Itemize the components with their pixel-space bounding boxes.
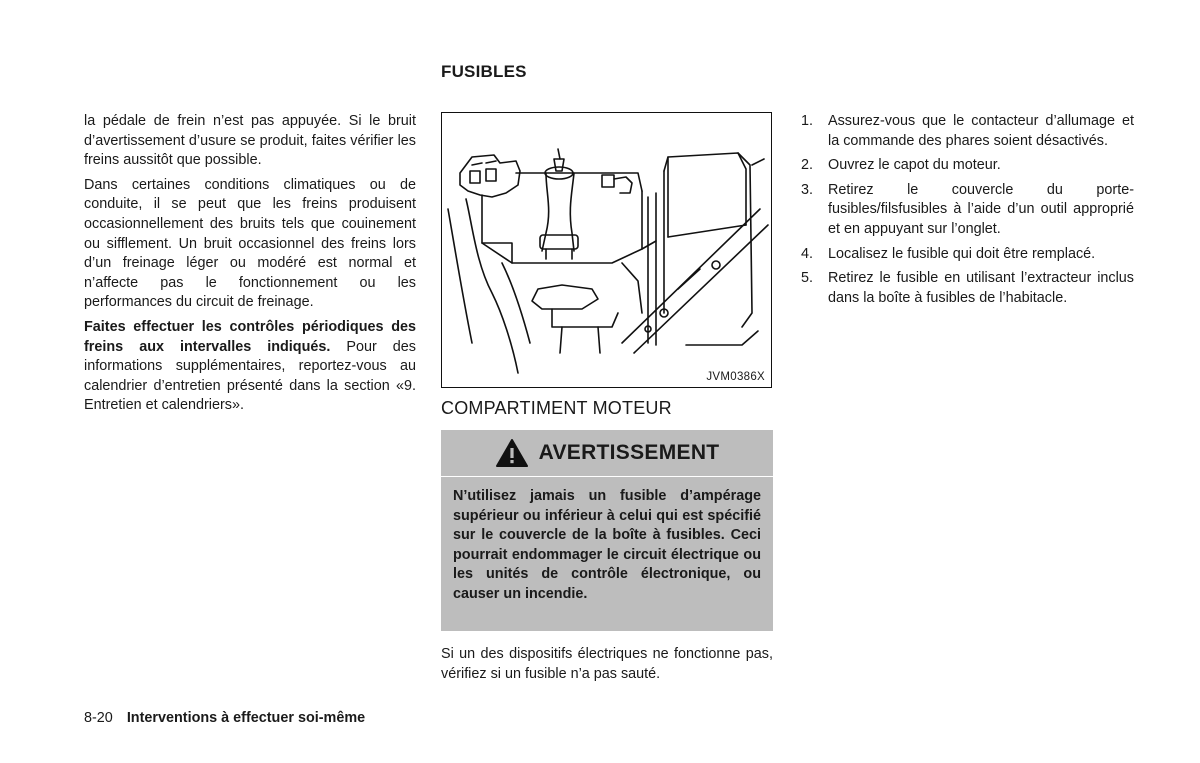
step-number: 5.: [801, 270, 814, 287]
warning-text: N’utilisez jamais un fusible d’ampérage supérieur ou inférieur à celui qui est spécifié sur le couvercle de la boîte à fusibles. Ceci pourrait endommager le circuit électrique ou les unités de contrôle électronique, ou causer un incendie.: [453, 488, 761, 602]
paragraph: Dans certaines conditions climatiques ou de conduite, il se peut que les freins produisent occasionnellement des bruits tels que couinement ou sifflement. Un bruit occasionnel des freins lors d’un freinage léger ou modéré est normal et n’affecte pas le fonctionnement ou les performances du circuit de freinage.: [84, 176, 416, 311]
step-text: Retirez le couvercle du porte-fusibles/filsfusibles à l’aide d’un outil approprié et en appuyant sur l’onglet.: [828, 181, 1134, 237]
paragraph: la pédale de frein n’est pas appuyée. Si le bruit d’avertissement d’usure se produit, faites vérifier les freins aussitôt que possible.: [84, 113, 416, 169]
paragraph: [84, 318, 416, 416]
step-number: 4.: [801, 245, 814, 262]
page-heading: FUSIBLES: [441, 62, 527, 81]
step-number: 2.: [801, 157, 814, 174]
engine-compartment-illustration: [442, 113, 772, 388]
step-number: 3.: [801, 181, 814, 198]
paragraph-text: Pour des informations supplémentaires, reportez-vous au calendrier d’entretien présenté dans la section «9. Entretien et calendriers».: [84, 338, 416, 414]
bold-notice: Faites effectuer les contrôles périodiques des freins aux intervalles indiqués.: [84, 318, 416, 355]
list-item: [801, 269, 1134, 308]
warning-header: [441, 430, 773, 476]
list-item: [801, 245, 1134, 265]
warning-divider: [441, 476, 773, 477]
chapter-title: Interventions à effectuer soi-même: [126, 710, 366, 726]
steps-list: [801, 112, 1134, 313]
list-item: [801, 181, 1134, 240]
figure-code: JVM0386X: [706, 371, 765, 383]
paragraph: Si un des dispositifs électriques ne fonctionne pas, vérifiez si un fusible n’a pas sauté.: [441, 646, 773, 682]
warning-title: AVERTISSEMENT: [538, 441, 720, 464]
page-footer: [84, 710, 365, 726]
step-text: Assurez-vous que le contacteur d’allumage et la commande des phares soient désactivés.: [828, 113, 1134, 149]
step-number: 1.: [801, 113, 814, 129]
step-text: Ouvrez le capot du moteur.: [828, 157, 1001, 174]
warning-triangle-icon: [495, 438, 529, 468]
list-item: [801, 112, 1134, 151]
left-column: [84, 112, 416, 421]
warning-box: [441, 430, 773, 631]
engine-compartment-figure: [441, 112, 772, 388]
page-number: 8-20: [84, 710, 113, 726]
step-text: Localisez le fusible qui doit être remplacé.: [828, 245, 1096, 262]
section-title: COMPARTIMENT MOTEUR: [441, 398, 672, 418]
step-text: Retirez le fusible en utilisant l’extracteur inclus dans la boîte à fusibles de l’habitacle.: [828, 270, 1134, 306]
list-item: [801, 156, 1134, 176]
